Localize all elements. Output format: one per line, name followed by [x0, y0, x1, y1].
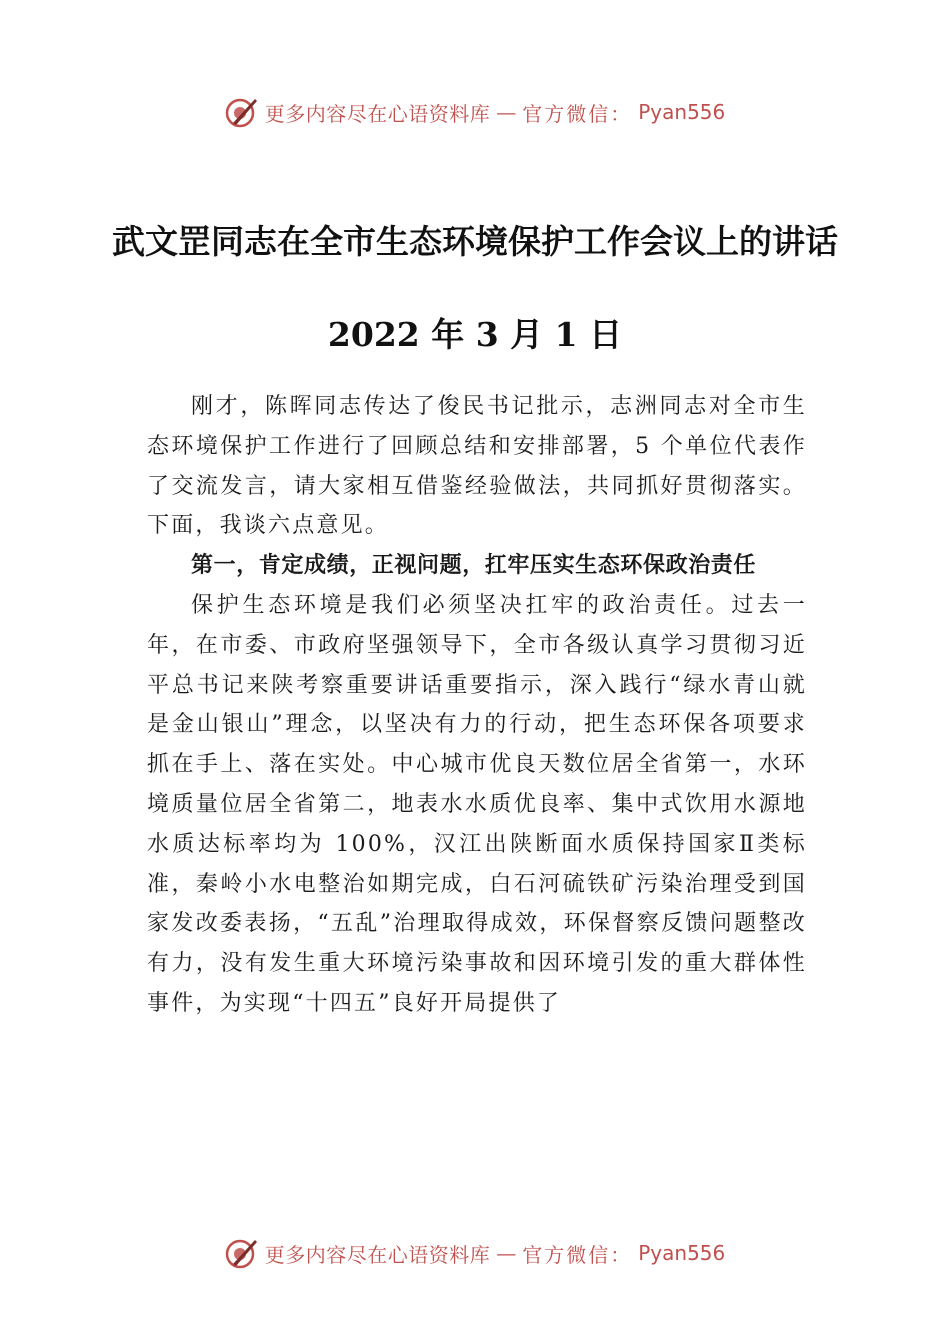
watermark-separator: — [496, 100, 517, 124]
watermark-wechat-id: Pyan556 [638, 1241, 726, 1265]
quill-seal-icon [225, 95, 259, 129]
watermark-label: 官方微信： [522, 1242, 633, 1267]
document-body [147, 387, 807, 1024]
footer-watermark [0, 1236, 950, 1270]
section-heading-1: 第一，肯定成绩，正视问题，扛牢压实生态环保政治责任 [191, 553, 757, 579]
watermark-separator: — [496, 1241, 517, 1265]
quill-seal-icon [225, 1236, 259, 1270]
document-title: 武文罡同志在全市生态环境保护工作会议上的讲话 [112, 222, 838, 261]
header-watermark [0, 95, 950, 129]
watermark-wechat-id: Pyan556 [638, 100, 726, 124]
document-date: 2022 年 3 月 1 日 [327, 315, 623, 354]
paragraph-section-1: 保护生态环境是我们必须坚决扛牢的政治责任。过去一年，在市委、市政府坚强领导下，全市各级认真学习贯彻习近平总书记来陕考察重要讲话重要指示，深入践行“绿水青山就是金山银山”理念，以坚决有力的行动，把生态环保各项要求抓在手上、落在实处。中心城市优良天数位居全省第一，水环境质量位居全省第二，地表水水质优良率、集中式饮用水源地水质达标率均为 100%，汉江出陕断面水质保持国家Ⅱ类标准，秦岭小水电整治如期完成，白石河硫铁矿污染治理受到国家发改委表扬，“五乱”治理取得成效，环保督察反馈问题整改有力，没有发生重大环境污染事故和因环境引发的重大群体性事件，为实现“十四五”良好开局提供了 [147, 592, 807, 1016]
watermark-label: 官方微信： [522, 101, 633, 126]
watermark-brand: 更多内容尽在心语资料库 [264, 1242, 491, 1267]
watermark-brand: 更多内容尽在心语资料库 [264, 101, 491, 126]
paragraph-intro: 刚才，陈晖同志传达了俊民书记批示，志洲同志对全市生态环境保护工作进行了回顾总结和安排部署，5 个单位代表作了交流发言，请大家相互借鉴经验做法，共同抓好贯彻落实。下面，我谈六点意见。 [147, 394, 807, 539]
